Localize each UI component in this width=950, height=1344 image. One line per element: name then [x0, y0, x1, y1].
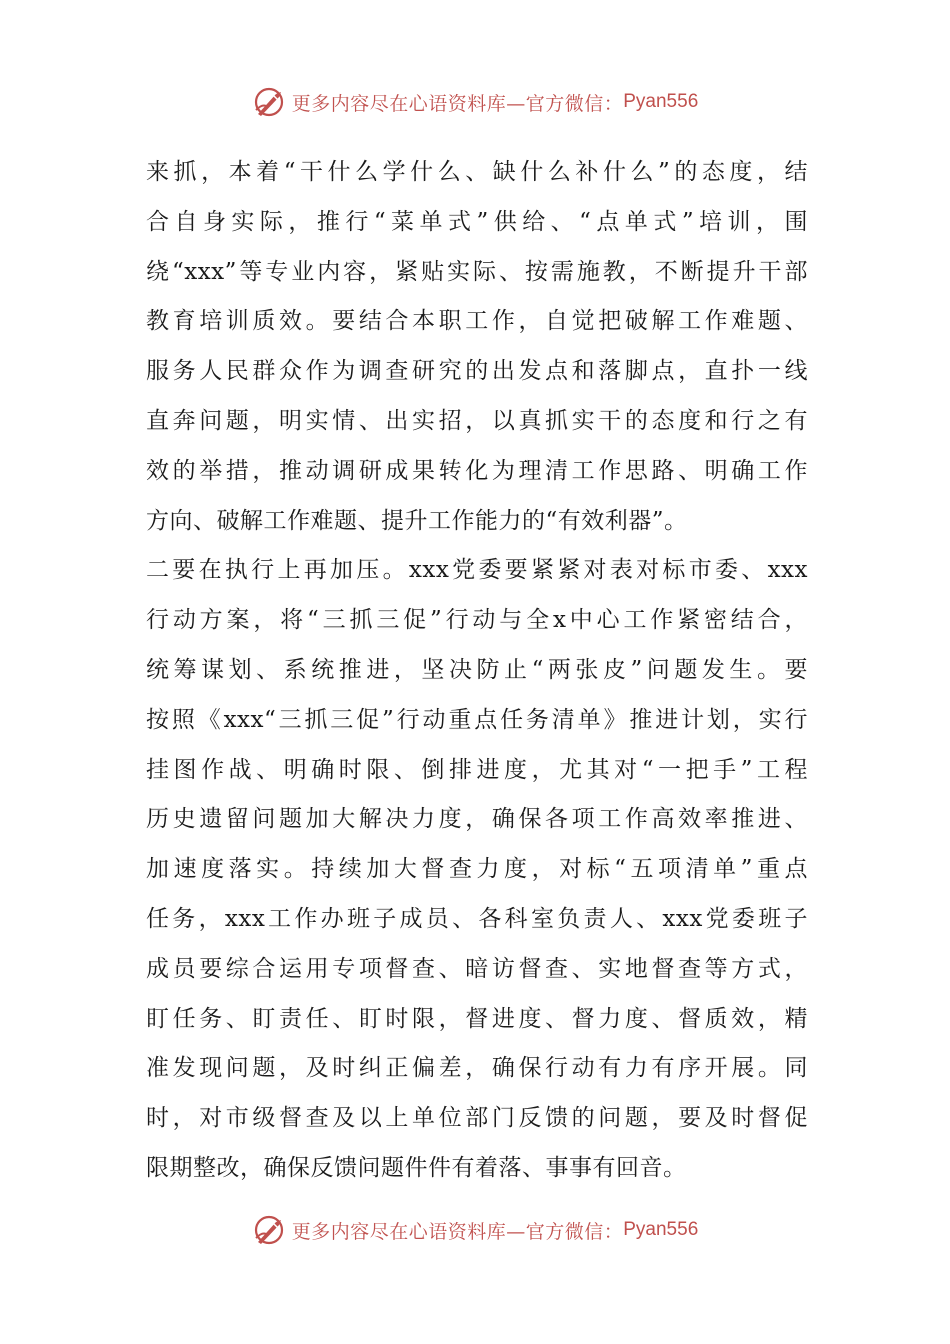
- text-line: 加速度落实。持续加大督查力度，对标“五项清单”重点: [146, 856, 808, 883]
- text-line: 准发现问题，及时纠正偏差，确保行动有力有序开展。同: [146, 1055, 808, 1082]
- watermark-wechat-id: Pyan556: [623, 1219, 699, 1240]
- text-line: 限期整改，确保反馈问题件件有着落、事事有回音。: [146, 1154, 687, 1181]
- watermark-text: 更多内容尽在心语资料库—官方微信：: [291, 92, 624, 115]
- text-line: 行动方案，将“三抓三促”行动与全x中心工作紧密结合，: [146, 607, 808, 634]
- text-line: 方向、破解工作难题、提升工作能力的“有效利器”。: [146, 507, 688, 534]
- watermark-wechat-id: Pyan556: [623, 91, 699, 112]
- text-line: 服务人民群众作为调查研究的出发点和落脚点，直扑一线: [146, 358, 808, 385]
- text-line: 盯任务、盯责任、盯时限，督进度、督力度、督质效，精: [146, 1005, 808, 1032]
- text-line: 绕“xxx”等专业内容，紧贴实际、按需施教，不断提升干部: [146, 258, 808, 285]
- text-line: 合自身实际，推行“菜单式”供给、“点单式”培训，围: [146, 208, 808, 235]
- text-line: 任务，xxx工作办班子成员、各科室负责人、xxx党委班子: [146, 905, 808, 932]
- text-line: 直奔问题，明实情、出实招，以真抓实干的态度和行之有: [146, 407, 808, 434]
- text-line: 教育培训质效。要结合本职工作，自觉把破解工作难题、: [146, 308, 808, 335]
- text-line: 时，对市级督查及以上单位部门反馈的问题，要及时督促: [146, 1105, 808, 1132]
- text-line: 挂图作战、明确时限、倒排进度，尤其对“一把手”工程: [146, 756, 808, 783]
- pen-nib-logo-icon: [252, 1212, 288, 1248]
- watermark-text: 更多内容尽在心语资料库—官方微信：: [291, 1220, 624, 1243]
- text-line: 成员要综合运用专项督查、暗访督查、实地督查等方式，: [146, 955, 808, 982]
- text-line: 二要在执行上再加压。xxx党委要紧紧对表对标市委、xxx: [146, 557, 808, 584]
- text-line: 历史遗留问题加大解决力度，确保各项工作高效率推进、: [146, 806, 808, 833]
- text-line: 按照《xxx“三抓三促”行动重点任务清单》推进计划，实行: [146, 706, 808, 733]
- footer-watermark: [0, 1208, 950, 1252]
- pen-nib-logo-icon: [252, 84, 288, 120]
- document-body: [146, 148, 808, 1194]
- text-line: 效的举措，推动调研成果转化为理清工作思路、明确工作: [146, 457, 808, 484]
- text-line: 统筹谋划、系统推进，坚决防止“两张皮”问题发生。要: [146, 656, 808, 683]
- header-watermark: [0, 80, 950, 124]
- text-line: 来抓，本着“干什么学什么、缺什么补什么”的态度，结: [146, 159, 808, 185]
